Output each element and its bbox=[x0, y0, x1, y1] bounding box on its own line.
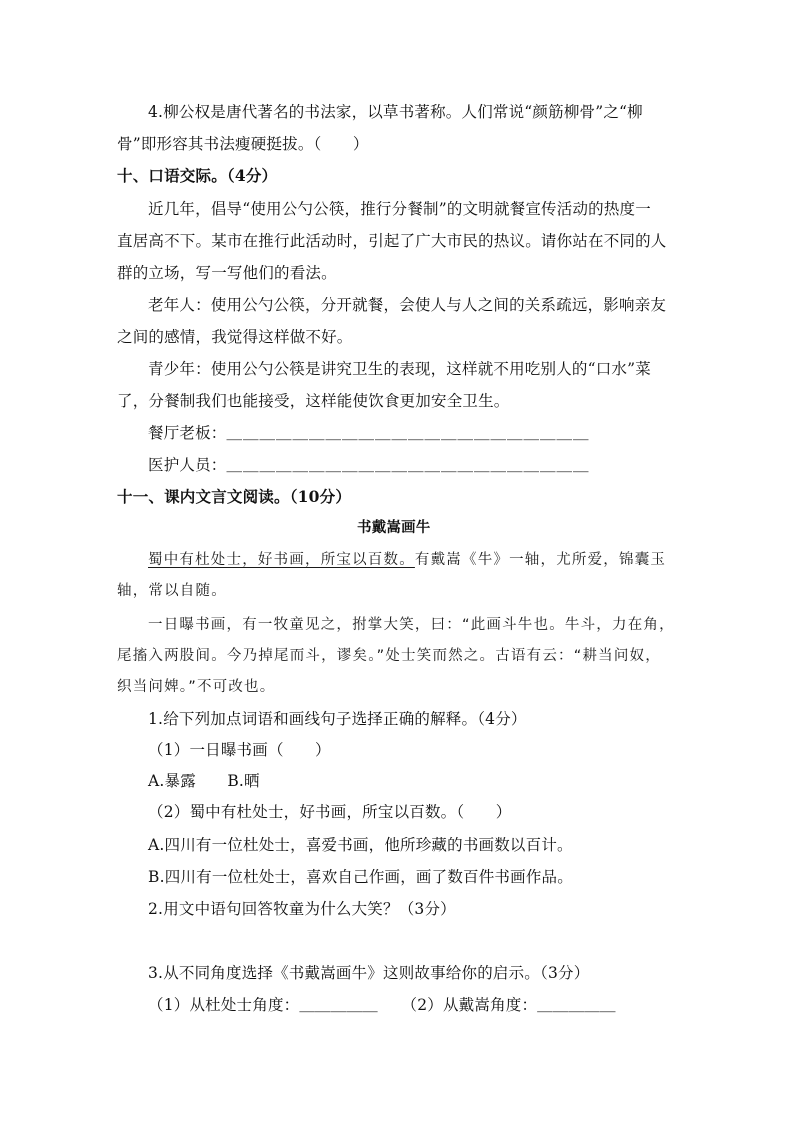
question3: 3.从不同角度选择《书戴嵩画牛》这则故事给你的启示。（3分） bbox=[148, 964, 590, 982]
q9-item4-line2: 骨”即形容其书法瘦硬挺拔。（ ） bbox=[117, 135, 369, 153]
restaurant-owner-row bbox=[148, 422, 590, 444]
medical-staff-answer-blank[interactable]: ＿＿＿＿＿＿＿＿＿＿＿＿＿＿＿＿＿＿＿＿＿＿ bbox=[226, 456, 590, 474]
question1-part2-option-a: A.四川有一位杜处士，喜爱书画，他所珍藏的书画数以百计。 bbox=[148, 836, 573, 854]
question1-part2: （2）蜀中有杜处士，好书画，所宝以百数。（ ） bbox=[148, 803, 512, 821]
question2: 2.用文中语句回答牧童为什么大笑？（3分） bbox=[148, 900, 456, 918]
passage-p1-line2: 轴，常以自随。 bbox=[117, 583, 227, 599]
youth-opinion-line1: 青少年：使用公勺公筷是讲究卫生的表现，这样就不用吃别人的“口水”菜 bbox=[148, 360, 651, 378]
question1-part2-option-b: B.四川有一位杜处士，喜欢自己作画，画了数百件书画作品。 bbox=[148, 868, 573, 886]
passage-p2-line2: 尾搐入两股间。今乃掉尾而斗，谬矣。”处士笑而然之。古语有云：“耕当问奴， bbox=[117, 648, 661, 664]
question1-part1: （1）一日曝书画（ ） bbox=[148, 741, 331, 759]
section10-intro-line3: 群的立场，写一写他们的看法。 bbox=[117, 264, 337, 282]
elder-opinion-line1: 老年人：使用公勺公筷，分开就餐，会使人与人之间的关系疏远，影响亲友 bbox=[148, 296, 667, 314]
question1-part1-options: A.暴露 B.晒 bbox=[148, 772, 260, 790]
section10-intro-line2: 直居高不下。某市在推行此活动时，引起了广大市民的热议。请你站在不同的人 bbox=[117, 232, 667, 250]
section11-heading: 十一、课内文言文阅读。（10分） bbox=[117, 487, 352, 506]
passage-title: 书戴嵩画牛 bbox=[357, 519, 431, 536]
question3-parts[interactable]: （1）从杜处士角度：＿＿＿＿＿ （2）从戴嵩角度：＿＿＿＿＿ bbox=[148, 996, 616, 1014]
medical-staff-row bbox=[148, 454, 590, 476]
section10-intro-line1: 近几年，倡导“使用公勺公筷，推行分餐制”的文明就餐宣传活动的热度一 bbox=[148, 200, 651, 218]
section10-heading: 十、口语交际。（4分） bbox=[117, 166, 278, 185]
elder-opinion-line2: 之间的感情，我觉得这样做不好。 bbox=[117, 328, 353, 346]
question1: 1.给下列加点词语和画线句子选择正确的解释。（4分） bbox=[148, 710, 527, 728]
underlined-sentence: 蜀中有杜处士，好书画，所宝以百数。 bbox=[148, 552, 415, 568]
q9-item4-line1: 4.柳公权是唐代著名的书法家，以草书著称。人们常说“颜筋柳骨”之“柳 bbox=[148, 103, 643, 121]
passage-p2-line3: 织当问婢。”不可改也。 bbox=[117, 679, 276, 695]
passage-p1-line1 bbox=[148, 549, 666, 571]
passage-p1-line1-rest: 有戴嵩《牛》一轴，尤所爱，锦囊玉 bbox=[414, 552, 667, 568]
restaurant-owner-answer-blank[interactable]: ＿＿＿＿＿＿＿＿＿＿＿＿＿＿＿＿＿＿＿＿＿＿ bbox=[226, 424, 590, 442]
youth-opinion-line2: 了，分餐制我们也能接受，这样能使饮食更加安全卫生。 bbox=[117, 392, 510, 410]
medical-staff-label: 医护人员： bbox=[148, 456, 227, 474]
restaurant-owner-label: 餐厅老板： bbox=[148, 424, 227, 442]
passage-p2-line1: 一日曝书画，有一牧童见之，拊掌大笑，曰：“此画斗牛也。牛斗，力在角， bbox=[148, 617, 675, 633]
